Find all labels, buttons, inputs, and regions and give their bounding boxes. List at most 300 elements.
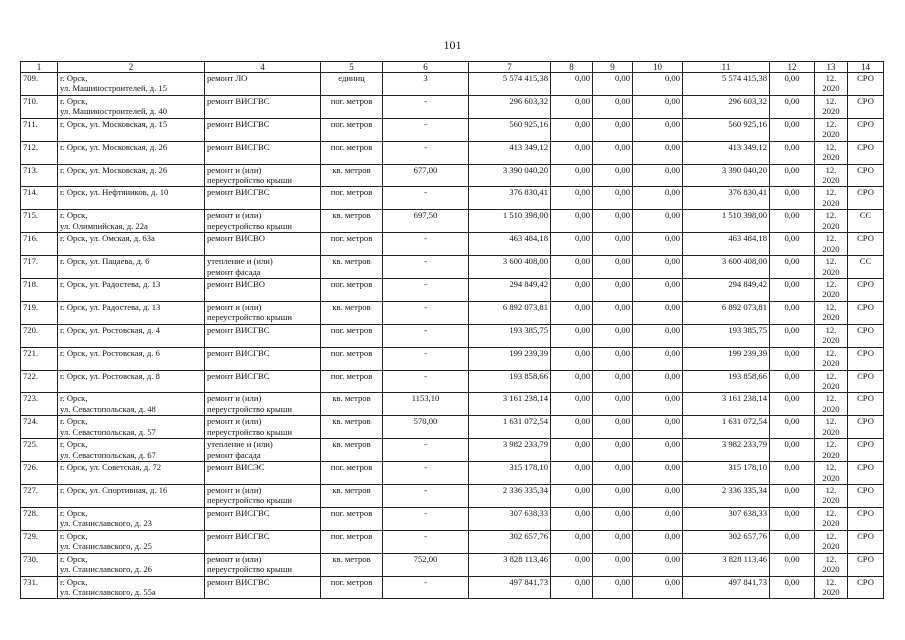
address-cell — [58, 164, 205, 187]
fund-cell: 0,00 — [770, 347, 815, 370]
fund-cell: 0,00 — [551, 416, 593, 439]
row-number-text: 710. — [23, 95, 39, 106]
fund-cell: 0,00 — [593, 462, 633, 485]
deadline-year: 2020 — [822, 403, 840, 414]
work-type-line: ремонт ВИСВО — [207, 279, 265, 290]
work-type-line: переустройство крыши — [207, 426, 292, 437]
row-number — [21, 141, 58, 164]
deadline-cell — [815, 462, 848, 485]
fund-cell: 0,00 — [633, 324, 683, 347]
owner-funds-cell: 3 161 238,14 — [683, 393, 770, 416]
quantity-cell: - — [383, 233, 469, 256]
deadline-month: 12. — [825, 576, 837, 587]
address-cell — [58, 370, 205, 393]
deadline-cell — [815, 95, 848, 118]
fund-method-cell: СРО — [848, 370, 884, 393]
work-type-cell — [205, 141, 321, 164]
work-type-cell — [205, 95, 321, 118]
address-line: г. Орск, — [60, 576, 88, 587]
quantity-cell: 697,50 — [383, 210, 469, 233]
column-number: 5 — [321, 62, 383, 73]
deadline-cell — [815, 576, 848, 599]
total-cost-cell: 376 830,41 — [469, 187, 551, 210]
column-number-row — [21, 62, 884, 73]
row-number — [21, 370, 58, 393]
work-type-cell — [205, 73, 321, 96]
address-line: г. Орск, ул. Московская, д. 26 — [60, 164, 168, 175]
fund-cell: 0,00 — [633, 507, 683, 530]
fund-cell: 0,00 — [593, 118, 633, 141]
deadline-month: 12. — [825, 485, 837, 496]
work-type-line: ремонт и (или) — [207, 164, 262, 175]
fund-cell: 0,00 — [551, 553, 593, 576]
address-line: г. Орск, ул. Московская, д. 15 — [60, 118, 168, 129]
deadline-year: 2020 — [822, 449, 840, 460]
fund-cell: 0,00 — [633, 393, 683, 416]
unit-cell: пог. метров — [321, 95, 383, 118]
row-number-text: 727. — [23, 485, 39, 496]
address-cell — [58, 95, 205, 118]
fund-cell: 0,00 — [551, 279, 593, 302]
deadline-month: 12. — [825, 210, 837, 221]
fund-cell: 0,00 — [551, 507, 593, 530]
deadline-year: 2020 — [822, 289, 840, 300]
quantity-cell: - — [383, 485, 469, 508]
fund-cell: 0,00 — [770, 279, 815, 302]
total-cost-cell: 413 349,12 — [469, 141, 551, 164]
quantity-cell: 3 — [383, 73, 469, 96]
column-number: 9 — [593, 62, 633, 73]
quantity-cell: - — [383, 324, 469, 347]
column-number: 13 — [815, 62, 848, 73]
unit-cell: кв. метров — [321, 416, 383, 439]
row-number-text: 716. — [23, 233, 39, 244]
fund-cell: 0,00 — [551, 233, 593, 256]
work-type-line: ремонт и (или) — [207, 416, 262, 427]
total-cost-cell: 463 484,18 — [469, 233, 551, 256]
deadline-year: 2020 — [822, 335, 840, 346]
fund-cell: 0,00 — [593, 576, 633, 599]
owner-funds-cell: 193 858,66 — [683, 370, 770, 393]
page-number: 101 — [443, 38, 462, 52]
column-number: 11 — [683, 62, 770, 73]
table-row — [21, 141, 884, 164]
deadline-cell — [815, 530, 848, 553]
deadline-year: 2020 — [822, 518, 840, 529]
work-type-line: ремонт фасада — [207, 449, 261, 460]
fund-cell: 0,00 — [593, 233, 633, 256]
deadline-month: 12. — [825, 416, 837, 427]
row-number-text: 725. — [23, 439, 39, 450]
fund-cell: 0,00 — [633, 370, 683, 393]
address-cell — [58, 118, 205, 141]
work-type-line: ремонт ВИСГВС — [207, 507, 270, 518]
row-number-text: 709. — [23, 73, 39, 83]
fund-method-cell: СРО — [848, 393, 884, 416]
owner-funds-cell: 3 828 113,46 — [683, 553, 770, 576]
work-type-cell — [205, 462, 321, 485]
deadline-cell — [815, 256, 848, 279]
fund-cell: 0,00 — [593, 187, 633, 210]
fund-cell: 0,00 — [593, 210, 633, 233]
fund-cell: 0,00 — [770, 210, 815, 233]
deadline-month: 12. — [825, 141, 837, 152]
fund-cell: 0,00 — [770, 301, 815, 324]
row-number — [21, 233, 58, 256]
address-line: г. Орск, ул. Радостева, д. 13 — [60, 279, 161, 290]
unit-cell: пог. метров — [321, 370, 383, 393]
fund-cell: 0,00 — [551, 439, 593, 462]
work-type-line: ремонт фасада — [207, 266, 261, 277]
fund-cell: 0,00 — [593, 141, 633, 164]
address-line: г. Орск, — [60, 507, 88, 518]
unit-cell: пог. метров — [321, 576, 383, 599]
address-cell — [58, 530, 205, 553]
fund-method-cell: СРО — [848, 416, 884, 439]
fund-cell: 0,00 — [593, 73, 633, 96]
row-number-text: 731. — [23, 576, 39, 587]
work-type-cell — [205, 233, 321, 256]
fund-cell: 0,00 — [593, 530, 633, 553]
fund-cell: 0,00 — [770, 324, 815, 347]
total-cost-cell: 302 657,76 — [469, 530, 551, 553]
table-row — [21, 393, 884, 416]
row-number — [21, 118, 58, 141]
address-line: г. Орск, ул. Ростовская, д. 4 — [60, 324, 160, 335]
total-cost-cell: 560 925,16 — [469, 118, 551, 141]
fund-method-cell: СРО — [848, 73, 884, 96]
table-row — [21, 233, 884, 256]
unit-cell: кв. метров — [321, 256, 383, 279]
deadline-month: 12. — [825, 279, 837, 290]
total-cost-cell: 3 828 113,46 — [469, 553, 551, 576]
work-type-cell — [205, 530, 321, 553]
deadline-cell — [815, 324, 848, 347]
fund-cell: 0,00 — [770, 576, 815, 599]
work-type-line: ремонт и (или) — [207, 553, 262, 564]
deadline-cell — [815, 164, 848, 187]
owner-funds-cell: 5 574 415,38 — [683, 73, 770, 96]
row-number — [21, 416, 58, 439]
address-line: г. Орск, ул. Ростовская, д. 8 — [60, 370, 160, 381]
row-number — [21, 530, 58, 553]
work-type-line: ремонт ЛО — [207, 73, 248, 83]
fund-method-cell: СРО — [848, 141, 884, 164]
address-cell — [58, 462, 205, 485]
deadline-month: 12. — [825, 95, 837, 106]
deadline-year: 2020 — [822, 495, 840, 506]
row-number — [21, 95, 58, 118]
quantity-cell: - — [383, 370, 469, 393]
fund-cell: 0,00 — [633, 73, 683, 96]
fund-cell: 0,00 — [593, 95, 633, 118]
row-number-text: 719. — [23, 301, 39, 312]
fund-cell: 0,00 — [770, 164, 815, 187]
table-row — [21, 370, 884, 393]
owner-funds-cell: 497 841,73 — [683, 576, 770, 599]
row-number-text: 728. — [23, 507, 39, 518]
fund-cell: 0,00 — [593, 324, 633, 347]
work-type-line: переустройство крыши — [207, 495, 292, 506]
unit-cell: пог. метров — [321, 462, 383, 485]
deadline-month: 12. — [825, 233, 837, 244]
fund-cell: 0,00 — [593, 507, 633, 530]
fund-method-cell: СРО — [848, 347, 884, 370]
address-cell — [58, 439, 205, 462]
deadline-cell — [815, 233, 848, 256]
fund-method-cell: СРО — [848, 301, 884, 324]
fund-cell: 0,00 — [551, 370, 593, 393]
fund-cell: 0,00 — [593, 416, 633, 439]
address-cell — [58, 507, 205, 530]
fund-method-cell: СРО — [848, 187, 884, 210]
fund-cell: 0,00 — [633, 462, 683, 485]
deadline-cell — [815, 416, 848, 439]
address-line: ул. Станиславского, д. 25 — [60, 541, 152, 552]
row-number — [21, 301, 58, 324]
work-type-cell — [205, 164, 321, 187]
fund-cell: 0,00 — [633, 187, 683, 210]
owner-funds-cell: 463 484,18 — [683, 233, 770, 256]
work-type-line: ремонт ВИСГВС — [207, 95, 270, 106]
quantity-cell: 570,00 — [383, 416, 469, 439]
fund-cell: 0,00 — [770, 370, 815, 393]
deadline-cell — [815, 439, 848, 462]
table-row — [21, 279, 884, 302]
unit-cell: пог. метров — [321, 347, 383, 370]
fund-cell: 0,00 — [770, 553, 815, 576]
address-line: г. Орск, ул. Советская, д. 72 — [60, 462, 162, 473]
deadline-cell — [815, 301, 848, 324]
fund-method-cell: СРО — [848, 462, 884, 485]
quantity-cell: 677,00 — [383, 164, 469, 187]
address-line: ул. Машиностроителей, д. 40 — [60, 106, 167, 117]
address-line: г. Орск, — [60, 73, 88, 83]
fund-cell: 0,00 — [551, 393, 593, 416]
address-line: ул. Станиславского, д. 26 — [60, 564, 152, 575]
deadline-cell — [815, 210, 848, 233]
unit-cell: пог. метров — [321, 118, 383, 141]
work-type-cell — [205, 576, 321, 599]
table-row — [21, 187, 884, 210]
owner-funds-cell: 199 239,39 — [683, 347, 770, 370]
quantity-cell: 752,00 — [383, 553, 469, 576]
fund-cell: 0,00 — [770, 462, 815, 485]
fund-cell: 0,00 — [551, 95, 593, 118]
unit-cell: пог. метров — [321, 530, 383, 553]
work-type-line: ремонт и (или) — [207, 210, 262, 221]
work-type-line: утепление и (или) — [207, 439, 273, 450]
row-number-text: 724. — [23, 416, 39, 427]
row-number — [21, 507, 58, 530]
owner-funds-cell: 296 603,32 — [683, 95, 770, 118]
fund-method-cell: СРО — [848, 279, 884, 302]
table-row — [21, 553, 884, 576]
fund-cell: 0,00 — [551, 324, 593, 347]
column-number: 12 — [770, 62, 815, 73]
unit-cell: кв. метров — [321, 210, 383, 233]
deadline-cell — [815, 370, 848, 393]
deadline-year: 2020 — [822, 358, 840, 369]
unit-cell: пог. метров — [321, 141, 383, 164]
row-number — [21, 324, 58, 347]
row-number — [21, 279, 58, 302]
quantity-cell: 1153,10 — [383, 393, 469, 416]
fund-cell: 0,00 — [551, 256, 593, 279]
deadline-month: 12. — [825, 370, 837, 381]
table-row — [21, 485, 884, 508]
total-cost-cell: 2 336 335,34 — [469, 485, 551, 508]
deadline-month: 12. — [825, 118, 837, 129]
row-number — [21, 164, 58, 187]
unit-cell: пог. метров — [321, 187, 383, 210]
fund-cell: 0,00 — [551, 462, 593, 485]
work-type-cell — [205, 553, 321, 576]
fund-method-cell: СРО — [848, 576, 884, 599]
work-type-cell — [205, 370, 321, 393]
work-type-cell — [205, 416, 321, 439]
fund-cell: 0,00 — [593, 301, 633, 324]
unit-cell: кв. метров — [321, 439, 383, 462]
deadline-year: 2020 — [822, 106, 840, 117]
address-line: ул. Севастопольская, д. 57 — [60, 426, 156, 437]
work-type-line: ремонт ВИСГВС — [207, 324, 270, 335]
fund-method-cell: СРО — [848, 324, 884, 347]
quantity-cell: - — [383, 301, 469, 324]
work-type-line: ремонт ВИСГВС — [207, 118, 270, 129]
table-row — [21, 164, 884, 187]
work-type-line: ремонт и (или) — [207, 485, 262, 496]
quantity-cell: - — [383, 95, 469, 118]
work-type-line: ремонт ВИСГВС — [207, 530, 270, 541]
address-line: ул. Севастопольская, д. 67 — [60, 449, 156, 460]
owner-funds-cell: 193 385,75 — [683, 324, 770, 347]
work-type-line: ремонт ВИСГВС — [207, 370, 270, 381]
quantity-cell: - — [383, 462, 469, 485]
row-number-text: 714. — [23, 187, 39, 198]
row-number-text: 712. — [23, 141, 39, 152]
fund-method-cell: СРО — [848, 164, 884, 187]
deadline-month: 12. — [825, 439, 837, 450]
work-type-line: ремонт ВИСГВС — [207, 347, 270, 358]
deadline-cell — [815, 485, 848, 508]
work-type-line: переустройство крыши — [207, 403, 292, 414]
table-row — [21, 462, 884, 485]
deadline-cell — [815, 507, 848, 530]
row-number — [21, 439, 58, 462]
unit-cell: пог. метров — [321, 507, 383, 530]
quantity-cell: - — [383, 439, 469, 462]
fund-method-cell: СРО — [848, 485, 884, 508]
owner-funds-cell: 413 349,12 — [683, 141, 770, 164]
total-cost-cell: 294 849,42 — [469, 279, 551, 302]
deadline-year: 2020 — [822, 243, 840, 254]
work-type-cell — [205, 279, 321, 302]
work-type-cell — [205, 485, 321, 508]
table-row — [21, 576, 884, 599]
work-type-line: утепление и (или) — [207, 256, 273, 267]
fund-method-cell: СРО — [848, 233, 884, 256]
fund-cell: 0,00 — [633, 485, 683, 508]
fund-cell: 0,00 — [770, 439, 815, 462]
total-cost-cell: 315 178,10 — [469, 462, 551, 485]
total-cost-cell: 296 603,32 — [469, 95, 551, 118]
fund-method-cell: СРО — [848, 553, 884, 576]
fund-method-cell: СРО — [848, 439, 884, 462]
deadline-month: 12. — [825, 301, 837, 312]
fund-cell: 0,00 — [551, 141, 593, 164]
fund-cell: 0,00 — [551, 164, 593, 187]
row-number — [21, 256, 58, 279]
deadline-cell — [815, 393, 848, 416]
address-line: ул. Машиностроителей, д. 15 — [60, 83, 167, 94]
address-cell — [58, 73, 205, 96]
owner-funds-cell: 376 830,41 — [683, 187, 770, 210]
fund-cell: 0,00 — [593, 370, 633, 393]
work-type-cell — [205, 507, 321, 530]
row-number-text: 711. — [23, 118, 38, 129]
quantity-cell: - — [383, 256, 469, 279]
fund-cell: 0,00 — [551, 210, 593, 233]
table-row — [21, 118, 884, 141]
fund-cell: 0,00 — [770, 507, 815, 530]
total-cost-cell: 497 841,73 — [469, 576, 551, 599]
fund-method-cell: СРО — [848, 507, 884, 530]
address-line: г. Орск, ул. Ростовская, д. 6 — [60, 347, 160, 358]
address-cell — [58, 485, 205, 508]
fund-cell: 0,00 — [593, 393, 633, 416]
work-type-cell — [205, 393, 321, 416]
fund-cell: 0,00 — [633, 233, 683, 256]
unit-cell: кв. метров — [321, 393, 383, 416]
address-line: г. Орск, — [60, 553, 88, 564]
fund-cell: 0,00 — [633, 118, 683, 141]
fund-cell: 0,00 — [770, 118, 815, 141]
capital-repair-table — [20, 61, 884, 599]
work-type-line: ремонт ВИСВО — [207, 233, 265, 244]
fund-cell: 0,00 — [633, 576, 683, 599]
deadline-cell — [815, 118, 848, 141]
deadline-year: 2020 — [822, 426, 840, 437]
total-cost-cell: 3 390 040,20 — [469, 164, 551, 187]
table-row — [21, 530, 884, 553]
row-number-text: 718. — [23, 279, 39, 290]
total-cost-cell: 307 638,33 — [469, 507, 551, 530]
quantity-cell: - — [383, 118, 469, 141]
unit-cell: кв. метров — [321, 164, 383, 187]
address-line: г. Орск, — [60, 393, 88, 404]
deadline-year: 2020 — [822, 197, 840, 208]
table-row — [21, 416, 884, 439]
row-number-text: 721. — [23, 347, 39, 358]
column-number: 10 — [633, 62, 683, 73]
column-number: 2 — [58, 62, 205, 73]
fund-cell: 0,00 — [633, 164, 683, 187]
table-row — [21, 95, 884, 118]
fund-method-cell: СРО — [848, 95, 884, 118]
row-number — [21, 73, 58, 96]
address-line: г. Орск, ул. Омская, д. 63а — [60, 233, 155, 244]
total-cost-cell: 1 631 072,54 — [469, 416, 551, 439]
deadline-month: 12. — [825, 256, 837, 267]
address-line: г. Орск, — [60, 416, 88, 427]
quantity-cell: - — [383, 576, 469, 599]
table-row — [21, 439, 884, 462]
quantity-cell: - — [383, 141, 469, 164]
unit-cell: пог. метров — [321, 279, 383, 302]
quantity-cell: - — [383, 279, 469, 302]
owner-funds-cell: 302 657,76 — [683, 530, 770, 553]
